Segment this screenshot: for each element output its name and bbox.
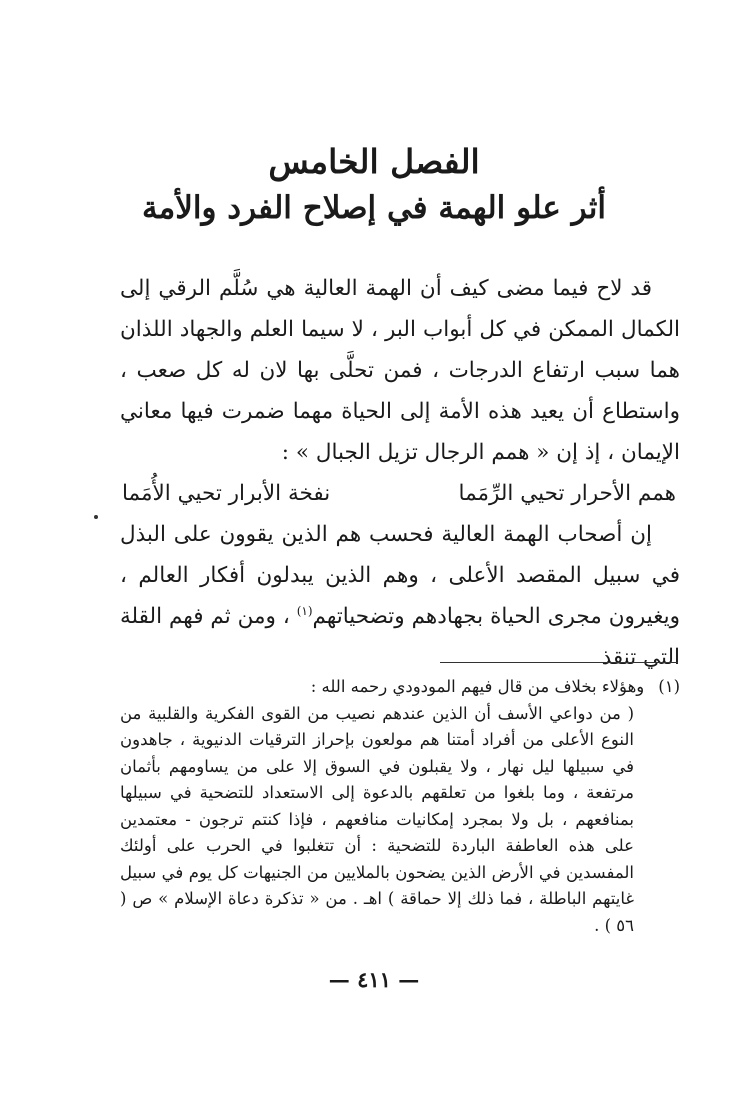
verse-first-hemistich: همم الأحرار تحيي الرِّمَما <box>458 481 676 506</box>
footnotes <box>120 674 680 939</box>
margin-dot <box>94 515 98 519</box>
page-number: — ٤١١ — <box>328 967 420 992</box>
verse-second-hemistich: نفخة الأبرار تحيي الأُمَما <box>122 481 331 506</box>
paragraph-2 <box>120 514 680 678</box>
footnote-quote: ( من دواعي الأسف أن الذين عندهم نصيب من القوى الفكرية والقلبية من النوع الأعلى من أفراد أمتنا هم مولعون بإحراز الترقيات الدنيوية ، جاهدون في سبيلها ليل نهار ، ولا يقبلون في السوق إلا على من يساومهم بأثمان مرتفعة ، وما بلغوا من تعلقهم بالدعوة إلى الاستعداد للتضحية في سبيلها بمنافعهم ، بل ولا بمجرد إمكانيات منافعهم ، فإذا كنتم ترجون - معتمدين على هذه العاطفة الباردة للتضحية : أن تتغلبوا في الحرب على أولئك المفسدين في الأرض الذين يضحون بالملايين من الجنيهات كل يوم في سبيل غايتهم الباطلة ، فما ذلك إلا حماقة ) اهـ . من « تذكرة دعاة الإسلام » ص ( ٥٦ ) . <box>120 703 635 935</box>
chapter-number: الفصل الخامس <box>268 142 480 181</box>
paragraph-2-text: إن أصحاب الهمة العالية فحسب هم الذين يقوون على البذل في سبيل المقصد الأعلى ، وهم الذين يبدلون أفكار العالم ، ويغيرون مجرى الحياة بجهادهم وتضحياتهم <box>120 522 680 629</box>
footnote-reference[interactable]: (١) <box>296 603 313 618</box>
paragraph-2-tail: ، ومن ثم فهم القلة التي تنقذ <box>120 604 680 670</box>
footnote-marker: (١) <box>658 677 680 696</box>
paragraph-1: قد لاح فيما مضى كيف أن الهمة العالية هي سُلَّم الرقي إلى الكمال الممكن في كل أبواب البر ، لا سيما العلم والجهاد اللذان هما سبب ارتفاع الدرجات ، فمن تحلَّى بها لان له كل صعب ، واستطاع أن يعيد هذه الأمة إلى الحياة مهما ضمرت فيها معاني الإيمان ، إذ إن « همم الرجال تزيل الجبال » : <box>120 276 680 465</box>
footnote-intro: وهؤلاء بخلاف من قال فيهم المودودي رحمه الله : <box>310 677 645 696</box>
main-text <box>120 268 680 678</box>
poetry-verse <box>120 473 680 514</box>
footnote-separator <box>440 662 678 663</box>
chapter-title: أثر علو الهمة في إصلاح الفرد والأمة <box>141 190 606 226</box>
footnote-line-1 <box>120 674 680 701</box>
